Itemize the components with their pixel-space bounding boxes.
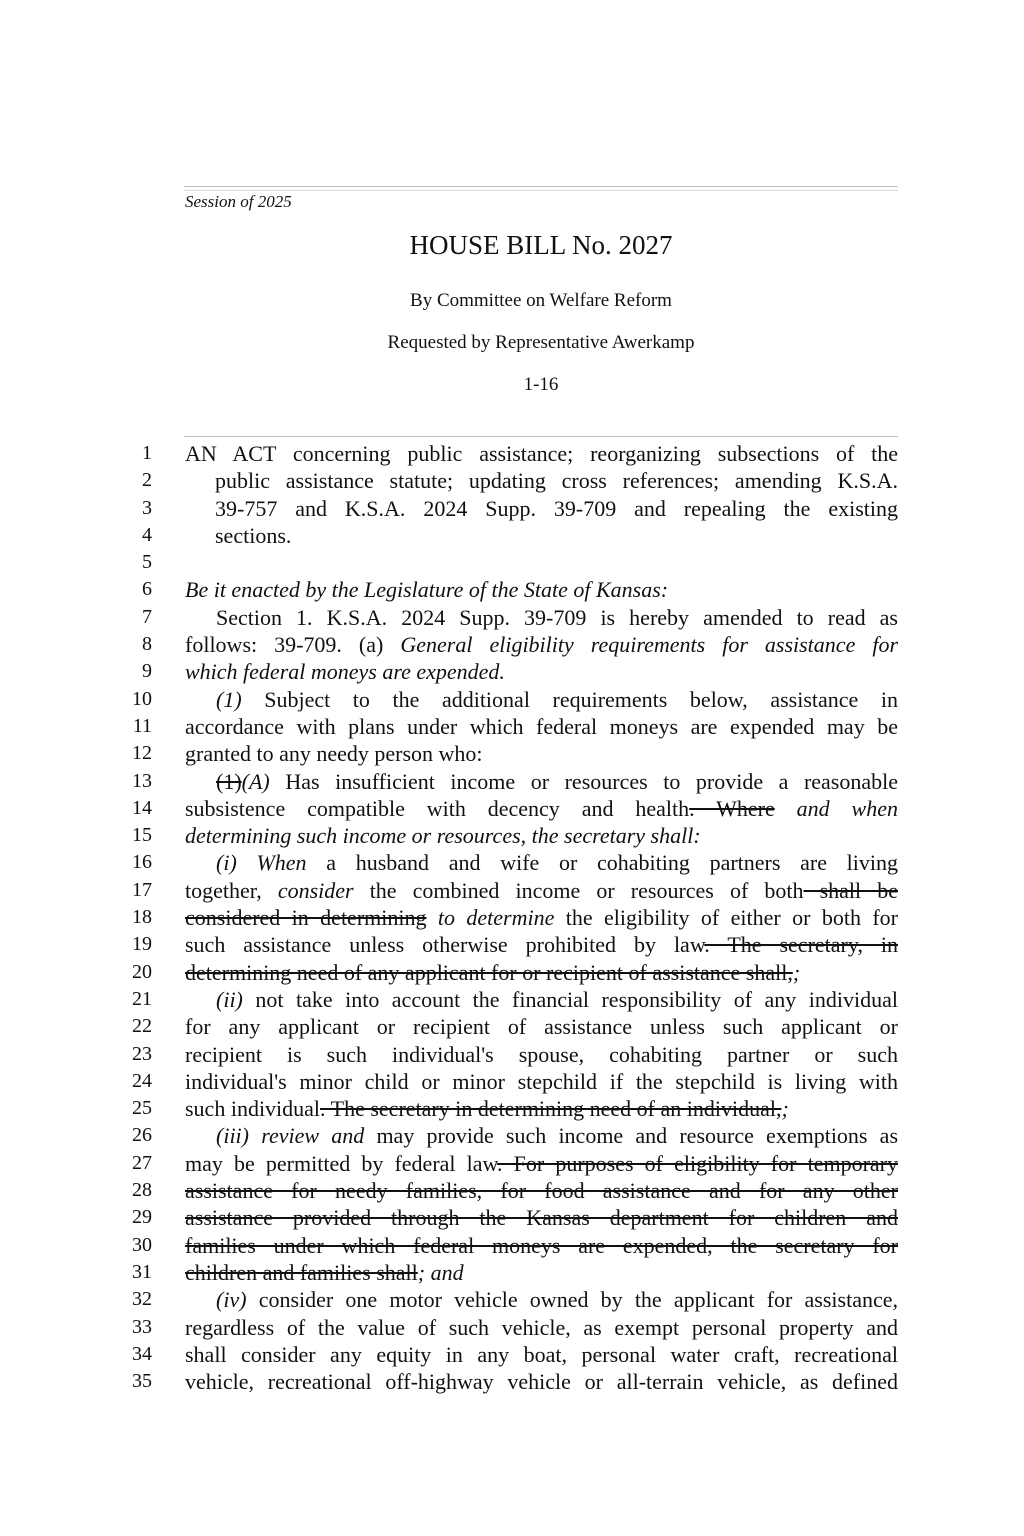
line-number: 13 <box>132 769 152 792</box>
line-number: 26 <box>132 1124 152 1147</box>
body-line: recipient is such individual's spouse, cohabiting partner or such <box>185 1041 898 1067</box>
line-number: 25 <box>132 1097 152 1120</box>
line-number: 32 <box>132 1288 152 1311</box>
italic-run: (iii) <box>216 1123 249 1149</box>
italic-run: ; and <box>417 1259 464 1285</box>
date-line: 1-16 <box>523 374 559 395</box>
italic-run: When <box>256 850 307 876</box>
body-line <box>185 986 898 1013</box>
italic-run: (iv) <box>216 1287 247 1313</box>
line-number: 14 <box>132 796 152 819</box>
line-number: 12 <box>132 742 152 765</box>
struck-run: . The secretary in determining need of an individual, <box>320 1096 782 1122</box>
body-line <box>185 1122 898 1149</box>
body-line <box>185 768 898 795</box>
struck-line: assistance provided through the Kansas department for children and <box>185 1205 898 1231</box>
body-line <box>185 1150 898 1177</box>
line-number: 31 <box>132 1260 152 1283</box>
italic-run: to determine <box>437 905 555 931</box>
line-numbers <box>100 440 152 1395</box>
line-number: 11 <box>132 714 152 737</box>
body-line: accordance with plans under which federal moneys are expended may be <box>185 713 898 739</box>
body-line <box>185 904 898 931</box>
line-number: 23 <box>132 1042 152 1065</box>
struck-run: . For purposes of eligibility for temporary <box>497 1150 898 1176</box>
text-run: the eligibility of either or both for <box>565 905 898 931</box>
line-number: 10 <box>132 687 152 710</box>
line-number: 35 <box>132 1370 152 1393</box>
line-number: 28 <box>132 1179 152 1202</box>
struck-run: (1) <box>216 768 242 794</box>
header-rule-secondary <box>184 190 898 191</box>
line-number: 21 <box>132 987 152 1010</box>
body-line <box>185 959 898 986</box>
body-line <box>185 849 898 876</box>
struck-run: . Where <box>689 795 775 821</box>
body-line <box>185 1259 898 1286</box>
body-line: which federal moneys are expended. <box>185 659 505 685</box>
line-number: 34 <box>132 1342 152 1365</box>
italic-run: General eligibility requirements for assistance for <box>400 632 898 658</box>
line-number: 17 <box>132 878 152 901</box>
struck-run: shall be <box>803 877 898 903</box>
line-number: 5 <box>142 551 152 574</box>
line-number: 8 <box>142 633 152 656</box>
title-line: public assistance statute; updating cross references; amending K.S.A. <box>215 468 898 494</box>
italic-run: and when <box>796 795 898 821</box>
italic-run: (1) <box>216 686 242 712</box>
title-line: sections. <box>215 522 292 548</box>
italic-run: (ii) <box>216 986 243 1012</box>
text-run: such assistance unless otherwise prohibited by law <box>185 932 705 958</box>
blank-line <box>185 549 898 576</box>
italic-run: consider <box>277 877 354 903</box>
text-run: may be permitted by federal law <box>185 1150 497 1176</box>
line-number: 24 <box>132 1069 152 1092</box>
italic-run: ; <box>781 1096 789 1122</box>
italic-run: review and <box>261 1123 365 1149</box>
line-number: 27 <box>132 1151 152 1174</box>
body-line <box>185 1095 898 1122</box>
body-line <box>185 795 898 822</box>
body-line: for any applicant or recipient of assistance unless such applicant or <box>185 1014 898 1040</box>
line-number: 9 <box>142 660 152 683</box>
committee-line: By Committee on Welfare Reform <box>410 290 672 311</box>
text-run: a husband and wife or cohabiting partners are living <box>326 850 898 876</box>
line-number: 3 <box>142 496 152 519</box>
line-number: 33 <box>132 1315 152 1338</box>
text-run: not take into account the financial responsibility of any individual <box>255 986 898 1012</box>
body-line <box>185 1286 898 1313</box>
line-number: 6 <box>142 578 152 601</box>
italic-run: (A) <box>241 768 270 794</box>
line-number: 30 <box>132 1233 152 1256</box>
text-run: the combined income or resources of both <box>369 877 804 903</box>
bill-body <box>185 440 898 1395</box>
line-number: 7 <box>142 605 152 628</box>
line-number: 18 <box>132 906 152 929</box>
text-run: Subject to the additional requirements below, assistance in <box>264 686 898 712</box>
session-label: Session of 2025 <box>185 192 292 211</box>
italic-run: ; <box>792 959 801 985</box>
struck-run: children and families shall <box>185 1259 418 1285</box>
struck-line: assistance for needy families, for food assistance and for any other <box>185 1178 898 1204</box>
title-line: AN ACT concerning public assistance; reorganizing subsections of the <box>185 441 898 466</box>
body-line: determining such income or resources, the secretary shall: <box>185 823 701 849</box>
body-line: vehicle, recreational off-highway vehicle or all-terrain vehicle, as defined <box>185 1369 898 1395</box>
text-run: consider one motor vehicle owned by the applicant for assistance, <box>258 1287 898 1313</box>
line-number: 16 <box>132 851 152 874</box>
body-line: granted to any needy person who: <box>185 741 483 767</box>
body-line: individual's minor child or minor stepchild if the stepchild is living with <box>185 1068 898 1094</box>
text-run: follows: 39-709. (a) <box>185 632 384 658</box>
title-line: 39-757 and K.S.A. 2024 Supp. 39-709 and repealing the existing <box>215 495 898 521</box>
struck-run: . The secretary, in <box>704 932 898 958</box>
text-run: subsistence compatible with decency and health <box>185 795 690 821</box>
line-number: 15 <box>132 824 152 847</box>
line-number: 1 <box>142 442 152 464</box>
body-line <box>185 631 898 658</box>
body-line: shall consider any equity in any boat, personal water craft, recreational <box>185 1341 898 1367</box>
line-number: 22 <box>132 1015 152 1038</box>
italic-run: (i) <box>216 850 237 876</box>
enacting-clause: Be it enacted by the Legislature of the State of Kansas: <box>185 577 669 603</box>
body-line <box>185 686 898 713</box>
body-line: regardless of the value of such vehicle, as exempt personal property and <box>185 1314 898 1340</box>
struck-line: families under which federal moneys are expended, the secretary for <box>185 1232 898 1258</box>
body-line <box>185 931 898 958</box>
text-run: such individual <box>185 1096 321 1122</box>
struck-run: determining need of any applicant for or recipient of assistance shall, <box>185 959 793 985</box>
line-number: 4 <box>142 523 152 546</box>
line-number: 2 <box>142 469 152 492</box>
text-run: together, <box>185 877 262 903</box>
body-rule <box>184 436 898 437</box>
line-number: 19 <box>132 933 152 956</box>
requested-line: Requested by Representative Awerkamp <box>387 332 695 353</box>
struck-run: considered in determining <box>185 905 427 931</box>
text-run: may provide such income and resource exemptions as <box>376 1123 898 1149</box>
line-number: 29 <box>132 1206 152 1229</box>
text-run: Has insufficient income or resources to provide a reasonable <box>285 768 898 794</box>
body-line <box>185 877 898 904</box>
bill-title: HOUSE BILL No. 2027 <box>409 230 673 260</box>
line-number: 20 <box>132 960 152 983</box>
header-rule <box>184 186 898 187</box>
body-line: Section 1. K.S.A. 2024 Supp. 39-709 is hereby amended to read as <box>216 604 898 630</box>
